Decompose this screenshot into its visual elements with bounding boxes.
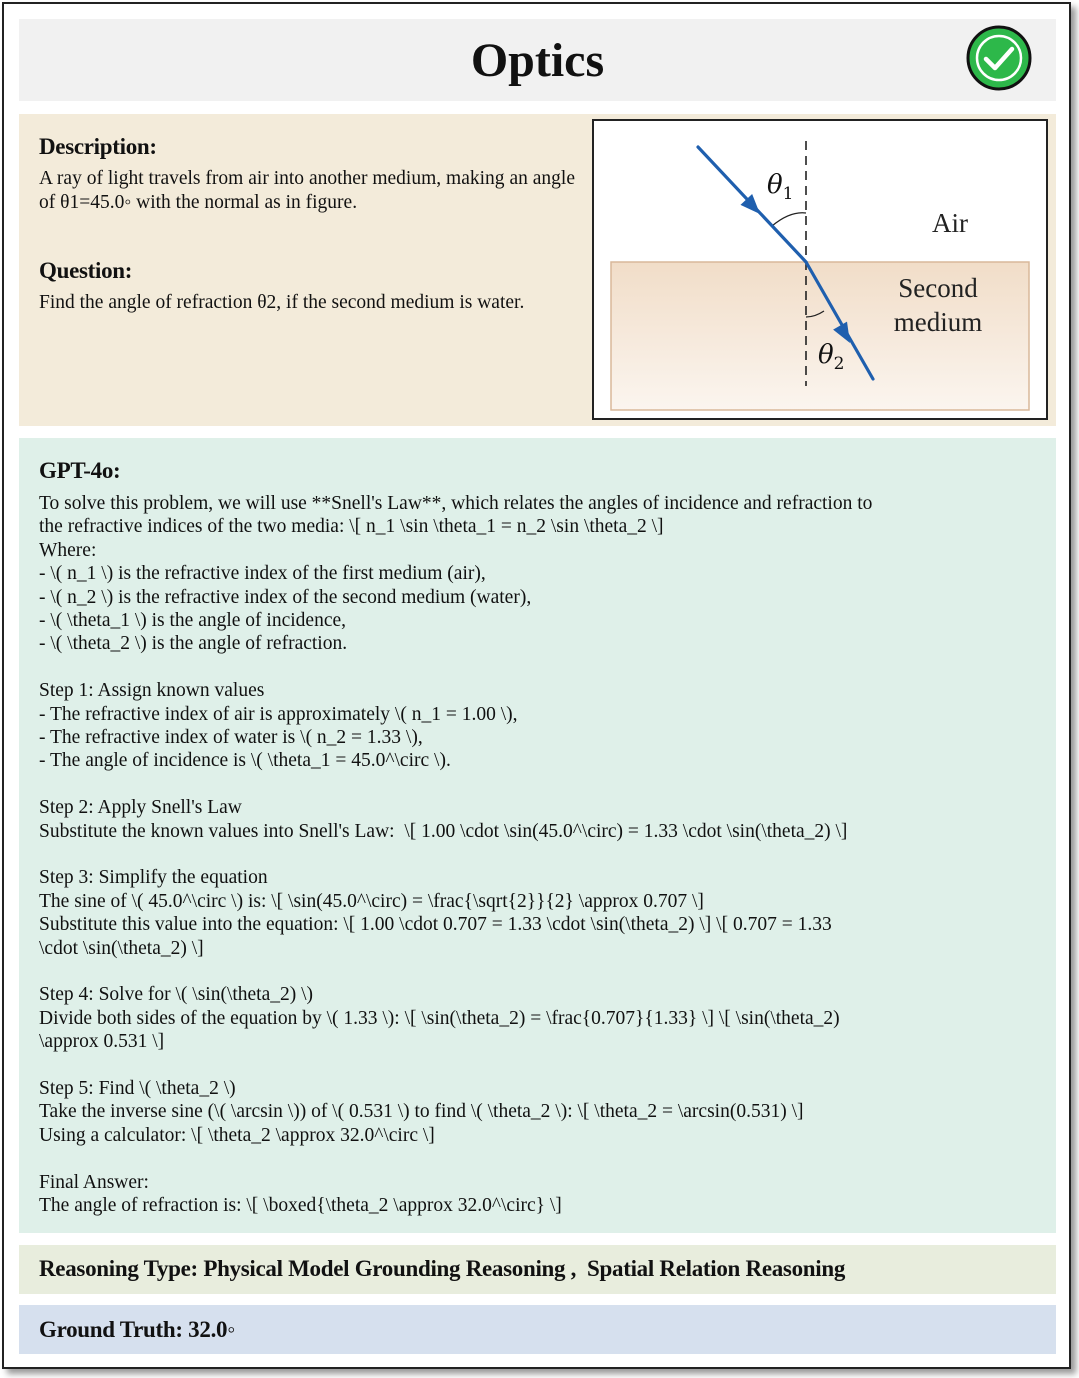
model-heading: GPT-4o: bbox=[39, 458, 121, 483]
response-line: - \( n_1 \) is the refractive index of the first medium (air), bbox=[39, 563, 486, 585]
ground-truth-text: Ground Truth: 32.0◦ bbox=[39, 1317, 236, 1342]
second-medium-label-line1: Second bbox=[898, 273, 978, 303]
response-line: Substitute the known values into Snell's Law: \[ 1.00 \cdot \sin(45.0^\circ) = 1.33 \cdot \sin(\theta_2) \] bbox=[39, 820, 848, 842]
description-text: A ray of light travels from air into another medium, making an angle of θ1=45.0◦ with the normal as in figure. bbox=[39, 168, 575, 213]
response-line: Step 5: Find \( \theta_2 \) bbox=[39, 1078, 236, 1100]
response-line: - \( \theta_2 \) is the angle of refraction. bbox=[39, 633, 348, 655]
ground-truth-bar bbox=[19, 1305, 1056, 1354]
second-medium-label-line2: medium bbox=[893, 307, 983, 337]
question-heading: Question: bbox=[39, 258, 133, 283]
response-line: Final Answer: bbox=[39, 1171, 149, 1193]
reasoning-type-text: Reasoning Type: Physical Model Grounding Reasoning , Spatial Relation Reasoning bbox=[39, 1256, 846, 1281]
response-spacer bbox=[39, 773, 1037, 796]
response-spacer bbox=[39, 1054, 1037, 1077]
page-title: Optics bbox=[470, 34, 605, 87]
response-line: To solve this problem, we will use **Snell's Law**, which relates the angles of incidence and refraction to bbox=[39, 493, 873, 514]
reasoning-type-bar bbox=[19, 1245, 1056, 1294]
description-heading: Description: bbox=[39, 134, 157, 159]
response-line: Step 1: Assign known values bbox=[39, 680, 265, 702]
response-line: The sine of \( 45.0^\circ \) is: \[ \sin(45.0^\circ) = \frac{\sqrt{2}}{2} \approx 0.707 \] bbox=[39, 890, 704, 912]
response-line: - The angle of incidence is \( \theta_1 = 45.0^\circ \). bbox=[39, 750, 451, 772]
theta1-label bbox=[767, 170, 793, 204]
response-line: \approx 0.531 \] bbox=[39, 1031, 165, 1053]
response-line: The angle of refraction is: \[ \boxed{\theta_2 \approx 32.0^\circ} \] bbox=[39, 1195, 562, 1217]
response-spacer bbox=[39, 843, 1037, 866]
theta2-subscript: 2 bbox=[833, 354, 845, 374]
refraction-diagram bbox=[594, 121, 1046, 418]
response-spacer bbox=[39, 1147, 1037, 1170]
response-line: Step 4: Solve for \( \sin(\theta_2) \) bbox=[39, 984, 314, 1006]
response-line: Where: bbox=[39, 539, 97, 561]
response-line: Using a calculator: \[ \theta_2 \approx 32.0^\circ \] bbox=[39, 1124, 435, 1146]
theta1-symbol: θ bbox=[767, 170, 783, 200]
response-line: the refractive indices of the two media: \[ n_1 \sin \theta_1 = n_2 \sin \theta_2 \] bbox=[39, 516, 664, 538]
theta1-subscript: 1 bbox=[782, 184, 794, 204]
model-response-panel bbox=[19, 438, 1056, 1233]
response-line: Step 3: Simplify the equation bbox=[39, 867, 268, 889]
response-line: Substitute this value into the equation: \[ 1.00 \cdot 0.707 = 1.33 \cdot \sin(\theta_2) \] \[ 0.707 = 1.33 bbox=[39, 914, 832, 936]
check-circle-icon bbox=[966, 25, 1032, 91]
theta1-arc bbox=[772, 213, 806, 226]
card-frame bbox=[2, 2, 1071, 1369]
response-line: Divide both sides of the equation by \( 1.33 \): \[ \sin(\theta_2) = \frac{0.707}{1.33} \] \[ \sin(\theta_2) bbox=[39, 1007, 840, 1029]
problem-panel bbox=[19, 114, 1056, 426]
response-line: Step 2: Apply Snell's Law bbox=[39, 797, 242, 819]
theta2-symbol: θ bbox=[818, 340, 834, 370]
response-line: Take the inverse sine (\( \arcsin \)) of \( 0.531 \) to find \( \theta_2 \): \[ \theta_2 = \arcsin(0.531) \] bbox=[39, 1101, 804, 1123]
title-bar bbox=[19, 19, 1056, 101]
air-label: Air bbox=[932, 208, 968, 238]
response-spacer bbox=[39, 960, 1037, 983]
response-line: - The refractive index of water is \( n_2 = 1.33 \), bbox=[39, 727, 423, 749]
question-text: Find the angle of refraction θ2, if the second medium is water. bbox=[39, 292, 525, 313]
response-line: - \( n_2 \) is the refractive index of the second medium (water), bbox=[39, 586, 532, 608]
response-line: - \( \theta_1 \) is the angle of incidence, bbox=[39, 610, 347, 632]
response-line: \cdot \sin(\theta_2) \] bbox=[39, 937, 204, 959]
response-body bbox=[39, 492, 1037, 1218]
response-line: - The refractive index of air is approximately \( n_1 = 1.00 \), bbox=[39, 703, 518, 725]
refraction-figure bbox=[592, 119, 1048, 420]
response-spacer bbox=[39, 656, 1037, 679]
